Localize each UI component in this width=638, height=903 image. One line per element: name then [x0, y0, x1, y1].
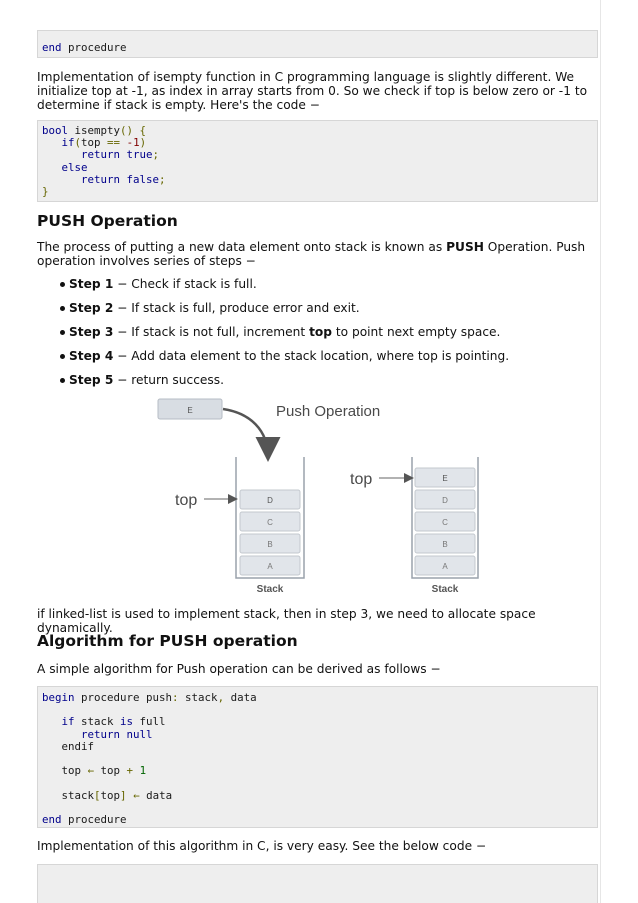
- code-block-isempty: [37, 120, 598, 202]
- text-bold: top: [309, 325, 332, 339]
- code-token: ==: [107, 136, 121, 150]
- stack-cell-label: D: [267, 496, 273, 505]
- code-token: ]: [120, 788, 127, 802]
- code-token: false: [120, 172, 160, 186]
- code-token: -1: [120, 136, 140, 150]
- text-run: to point next empty space.: [332, 325, 501, 339]
- paragraph-isempty: Implementation of isempty function in C programming language is slightly different. We initialize top at -1, as index in array starts from 0. So we check if top is below zero or -1 to determine if stack is empty. Here's the code −: [37, 70, 588, 112]
- diagram-title: Push Operation: [276, 403, 381, 420]
- code-token: stack: [42, 788, 95, 802]
- code-text: procedure: [61, 41, 127, 54]
- text-run: − If stack is not full, increment: [113, 325, 310, 339]
- page-edge-rule: [600, 0, 601, 903]
- text-run: − Add data element to the stack location, where top is pointing.: [113, 349, 510, 363]
- code-token: ←: [87, 764, 95, 778]
- code-token: +: [126, 764, 134, 778]
- step-label: Step 1: [69, 277, 114, 291]
- stack-cell-label: B: [267, 540, 273, 549]
- heading-algorithm-push: Algorithm for PUSH operation: [37, 632, 298, 650]
- code-token: {: [133, 124, 147, 137]
- code-token: if: [42, 136, 75, 150]
- list-item: [37, 348, 597, 372]
- text-run: The process of putting a new data element onto stack is known as: [37, 240, 447, 254]
- push-operation-diagram: [150, 395, 490, 600]
- code-token: data: [139, 788, 173, 802]
- code-token: stack: [178, 691, 218, 704]
- code-token: (: [74, 136, 82, 150]
- push-arrow: [223, 409, 268, 457]
- code-token: :: [172, 691, 179, 704]
- code-token: top: [42, 764, 88, 778]
- code-token: stack: [74, 715, 121, 729]
- code-token: ;: [152, 148, 160, 162]
- code-token: end: [42, 812, 62, 826]
- code-token: procedure: [61, 812, 127, 826]
- list-item: [37, 276, 597, 300]
- list-item: [37, 324, 597, 348]
- text-bold: PUSH: [446, 240, 484, 254]
- text-run: − If stack is full, produce error and exit.: [113, 301, 360, 315]
- text-run: Operation. Push operation involves series of steps −: [37, 240, 586, 268]
- code-token: 1: [133, 764, 147, 778]
- code-token: ,: [217, 691, 225, 704]
- code-token: bool: [42, 124, 69, 137]
- paragraph-implementation: Implementation of this algorithm in C, is very easy. See the below code −: [37, 839, 487, 853]
- top-pointer-label: top: [175, 492, 198, 509]
- steps-list: [37, 276, 597, 396]
- heading-push-operation: PUSH Operation: [37, 212, 178, 230]
- code-token: return: [42, 172, 121, 186]
- code-token: isempty: [68, 124, 121, 137]
- paragraph-linked-list: if linked-list is used to implement stack, then in step 3, we need to allocate space dynamically.: [37, 607, 536, 635]
- code-token: null: [120, 727, 153, 741]
- top-pointer-label: top: [350, 471, 373, 488]
- code-token: return: [42, 148, 121, 162]
- code-token: ): [139, 136, 147, 150]
- code-token: if: [42, 715, 75, 729]
- code-token: top: [100, 788, 121, 802]
- stack-cell-label: C: [442, 518, 448, 527]
- code-token: data: [224, 691, 257, 704]
- step-label: Step 5: [69, 373, 114, 387]
- stack-caption: Stack: [256, 584, 284, 595]
- stack-cell-label: A: [267, 562, 273, 571]
- code-token: ←: [126, 788, 140, 802]
- code-block-push-algorithm: [37, 686, 598, 828]
- right-stack: [412, 457, 478, 595]
- code-token: }: [42, 184, 49, 198]
- code-block-next: [37, 864, 598, 903]
- code-token: ;: [159, 172, 166, 186]
- step-label: Step 4: [69, 349, 114, 363]
- text-run: − return success.: [113, 373, 224, 387]
- stack-cell-label: B: [442, 540, 448, 549]
- stack-cell-label: D: [442, 496, 448, 505]
- text-run: − Check if stack is full.: [113, 277, 257, 291]
- code-token: begin: [42, 691, 75, 704]
- stack-cell-label: C: [267, 518, 273, 527]
- code-token: return: [42, 727, 121, 741]
- code-token: else: [42, 160, 88, 174]
- code-token: endif: [42, 739, 95, 753]
- stack-caption: Stack: [431, 584, 459, 595]
- step-label: Step 3: [69, 325, 114, 339]
- stack-cell-label: A: [442, 562, 448, 571]
- list-item: [37, 372, 597, 396]
- code-block-end-procedure: [37, 30, 598, 58]
- code-keyword: end: [42, 41, 62, 54]
- list-item: [37, 300, 597, 324]
- code-token: (): [120, 124, 134, 137]
- paragraph-algorithm-intro: A simple algorithm for Push operation can be derived as follows −: [37, 662, 441, 676]
- code-token: true: [120, 148, 153, 162]
- paragraph-push: [37, 240, 603, 268]
- code-token: top: [94, 764, 127, 778]
- stack-cell-label: E: [442, 474, 448, 483]
- code-token: top: [81, 136, 108, 150]
- code-token: is: [120, 715, 134, 729]
- left-stack: [236, 457, 304, 595]
- step-label: Step 2: [69, 301, 114, 315]
- code-token: [: [94, 788, 101, 802]
- element-e-label: E: [187, 406, 193, 415]
- code-token: full: [133, 715, 166, 729]
- code-token: procedure push: [74, 691, 173, 704]
